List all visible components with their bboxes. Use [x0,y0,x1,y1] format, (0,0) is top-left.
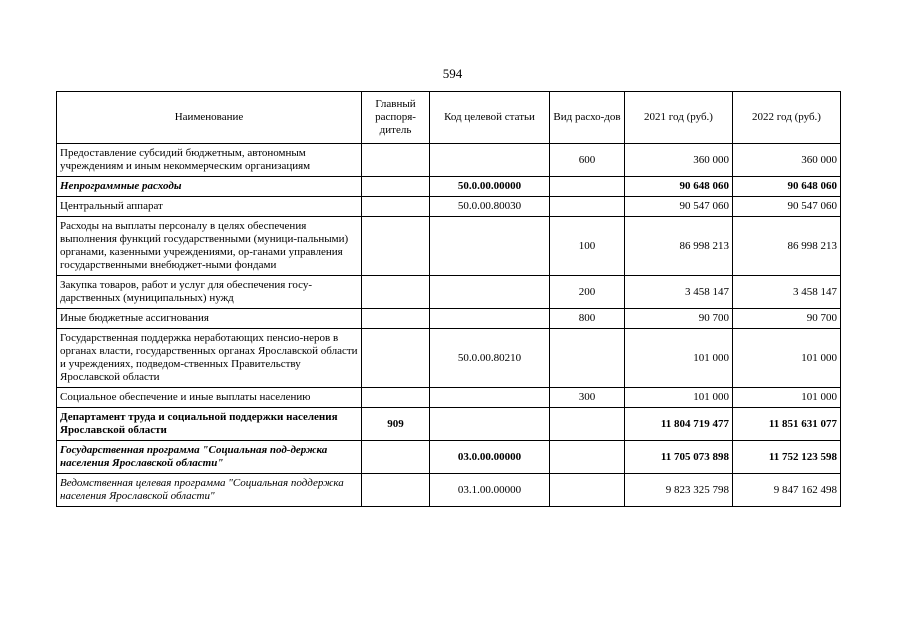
cell-expense-type [550,474,625,507]
header-2022: 2022 год (руб.) [733,92,841,144]
table-row [57,177,841,197]
cell-2021: 90 547 060 [625,197,733,217]
budget-table [56,91,841,507]
cell-expense-type: 300 [550,388,625,408]
cell-2021: 360 000 [625,144,733,177]
table-row [57,217,841,276]
cell-code: 50.0.00.80030 [430,197,550,217]
table-row [57,441,841,474]
cell-code [430,309,550,329]
cell-code [430,388,550,408]
cell-expense-type [550,408,625,441]
cell-code: 03.0.00.00000 [430,441,550,474]
header-expense-type: Вид расхо-дов [550,92,625,144]
cell-manager [362,329,430,388]
cell-2022: 90 700 [733,309,841,329]
table-row [57,408,841,441]
cell-code [430,408,550,441]
cell-code: 50.0.00.00000 [430,177,550,197]
cell-2022: 11 752 123 598 [733,441,841,474]
cell-manager [362,144,430,177]
cell-name: Департамент труда и социальной поддержки населения Ярославской области [57,408,362,441]
cell-name: Непрограммные расходы [57,177,362,197]
cell-manager [362,388,430,408]
cell-manager [362,217,430,276]
cell-manager [362,474,430,507]
cell-name: Центральный аппарат [57,197,362,217]
table-row [57,276,841,309]
cell-2022: 360 000 [733,144,841,177]
table-row [57,329,841,388]
cell-2021: 101 000 [625,329,733,388]
cell-2021: 11 705 073 898 [625,441,733,474]
cell-code: 03.1.00.00000 [430,474,550,507]
cell-expense-type: 600 [550,144,625,177]
table-header-row [57,92,841,144]
cell-2021: 101 000 [625,388,733,408]
cell-manager: 909 [362,408,430,441]
cell-manager [362,309,430,329]
cell-2022: 9 847 162 498 [733,474,841,507]
cell-2021: 90 700 [625,309,733,329]
header-2021: 2021 год (руб.) [625,92,733,144]
cell-code [430,217,550,276]
header-manager: Главный распоря-дитель [362,92,430,144]
cell-2022: 90 648 060 [733,177,841,197]
cell-expense-type [550,441,625,474]
cell-2021: 86 998 213 [625,217,733,276]
cell-expense-type: 200 [550,276,625,309]
cell-expense-type: 100 [550,217,625,276]
cell-2022: 11 851 631 077 [733,408,841,441]
table-row [57,388,841,408]
cell-manager [362,441,430,474]
cell-name: Ведомственная целевая программа "Социальная поддержка населения Ярославской области" [57,474,362,507]
cell-2021: 9 823 325 798 [625,474,733,507]
cell-name: Расходы на выплаты персоналу в целях обеспечения выполнения функций государственными (муници-пальными) органами, казенными учреждениями, ор-ганами управления государственными внебюджет-ными фондами [57,217,362,276]
cell-expense-type [550,177,625,197]
cell-2022: 101 000 [733,388,841,408]
header-name: Наименование [57,92,362,144]
cell-manager [362,276,430,309]
cell-2021: 3 458 147 [625,276,733,309]
cell-name: Государственная поддержка неработающих пенсио-неров в органах власти, государственных органах Ярославской области и учреждениях, подведом-ственных Правительству Ярославской области [57,329,362,388]
cell-name: Государственная программа "Социальная под-держка населения Ярославской области" [57,441,362,474]
cell-expense-type [550,329,625,388]
cell-manager [362,177,430,197]
cell-name: Социальное обеспечение и иные выплаты населению [57,388,362,408]
cell-code: 50.0.00.80210 [430,329,550,388]
cell-expense-type: 800 [550,309,625,329]
header-code: Код целевой статьи [430,92,550,144]
page-number: 594 [442,66,463,81]
cell-name: Закупка товаров, работ и услуг для обеспечения госу-дарственных (муниципальных) нужд [57,276,362,309]
cell-code [430,144,550,177]
cell-2022: 86 998 213 [733,217,841,276]
cell-2022: 3 458 147 [733,276,841,309]
cell-2021: 90 648 060 [625,177,733,197]
cell-2021: 11 804 719 477 [625,408,733,441]
table-row [57,144,841,177]
cell-2022: 90 547 060 [733,197,841,217]
cell-name: Иные бюджетные ассигнования [57,309,362,329]
cell-manager [362,197,430,217]
table-body [57,144,841,507]
table-row [57,197,841,217]
table-row [57,309,841,329]
cell-expense-type [550,197,625,217]
cell-code [430,276,550,309]
cell-name: Предоставление субсидий бюджетным, автономным учреждениям и иным некоммерческим организациям [57,144,362,177]
cell-2022: 101 000 [733,329,841,388]
table-row [57,474,841,507]
